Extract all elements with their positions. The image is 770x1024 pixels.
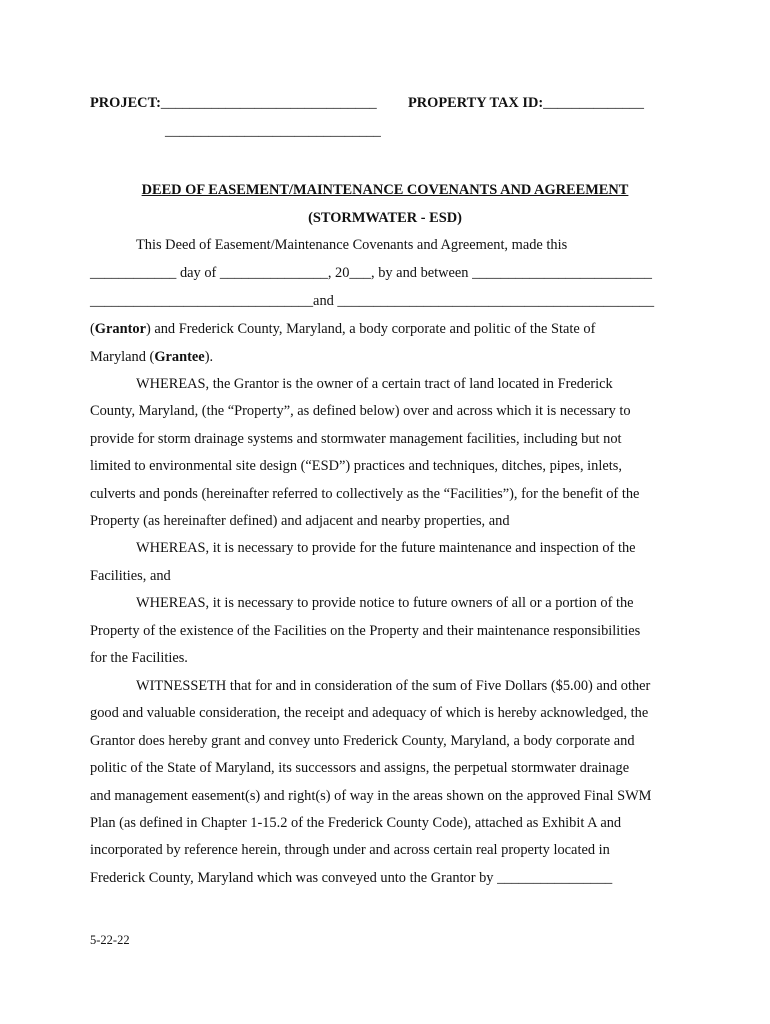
- body-line: WHEREAS, the Grantor is the owner of a certain tract of land located in Frederick: [136, 376, 613, 392]
- body-line: culverts and ponds (hereinafter referred to collectively as the “Facilities”), for the benefit of the: [90, 486, 640, 502]
- body-line: politic of the State of Maryland, its successors and assigns, the perpetual stormwater drainage: [90, 760, 630, 776]
- body-line: Grantor does hereby grant and convey unto Frederick County, Maryland, a body corporate and: [90, 733, 635, 749]
- intro-line-3: _______________________________and ____________________________________________: [90, 293, 655, 309]
- body-line: incorporated by reference herein, through under and across certain real property located in: [90, 842, 610, 858]
- body-line: limited to environmental site design (“ESD”) practices and techniques, ditches, pipes, inlets,: [90, 458, 622, 474]
- body-line: Frederick County, Maryland which was conveyed unto the Grantor by ________________: [90, 870, 613, 886]
- body-line: Facilities, and: [90, 568, 171, 584]
- tax-id-field: [408, 95, 644, 112]
- grantor-term: Grantor: [94, 321, 146, 337]
- document-title: DEED OF EASEMENT/MAINTENANCE COVENANTS AND AGREEMENT: [141, 182, 629, 198]
- project-blank-line-2: ______________________________: [165, 123, 381, 139]
- body-line: Property of the existence of the Facilities on the Property and their maintenance responsibilities: [90, 623, 641, 639]
- body-line: good and valuable consideration, the receipt and adequacy of which is hereby acknowledged, the: [90, 705, 649, 721]
- project-blank: ______________________________: [160, 95, 377, 111]
- tax-id-blank: ______________: [543, 95, 644, 111]
- body-line: for the Facilities.: [90, 650, 188, 666]
- intro-line-2: ____________ day of _______________, 20___, by and between _________________________: [90, 265, 652, 281]
- body-line: provide for storm drainage systems and stormwater management facilities, including but not: [90, 431, 622, 447]
- body-line: Property (as hereinafter defined) and adjacent and nearby properties, and: [90, 513, 510, 529]
- body-line: WITNESSETH that for and in consideration of the sum of Five Dollars ($5.00) and other: [136, 678, 651, 694]
- document-subtitle: (STORMWATER - ESD): [308, 210, 462, 226]
- project-label: PROJECT:: [90, 95, 161, 111]
- project-field: [90, 95, 377, 112]
- footer-date-code: 5-22-22: [90, 933, 130, 947]
- tax-id-label: PROPERTY TAX ID:: [408, 95, 544, 111]
- intro-line-1: This Deed of Easement/Maintenance Covenants and Agreement, made this: [136, 237, 568, 253]
- body-line: WHEREAS, it is necessary to provide for the future maintenance and inspection of the: [136, 540, 636, 556]
- grantee-term: Grantee: [154, 349, 205, 365]
- intro-line-5: Maryland (Grantee).: [90, 349, 214, 365]
- body-line: Plan (as defined in Chapter 1-15.2 of the Frederick County Code), attached as Exhibit A and: [90, 815, 622, 831]
- body-line: County, Maryland, (the “Property”, as defined below) over and across which it is necessary to: [90, 403, 631, 419]
- intro-line-4: (Grantor) and Frederick County, Maryland, a body corporate and politic of the State of: [90, 321, 596, 337]
- body-line: WHEREAS, it is necessary to provide notice to future owners of all or a portion of the: [136, 595, 634, 611]
- body-line: and management easement(s) and right(s) of way in the areas shown on the approved Final SWM: [90, 788, 652, 804]
